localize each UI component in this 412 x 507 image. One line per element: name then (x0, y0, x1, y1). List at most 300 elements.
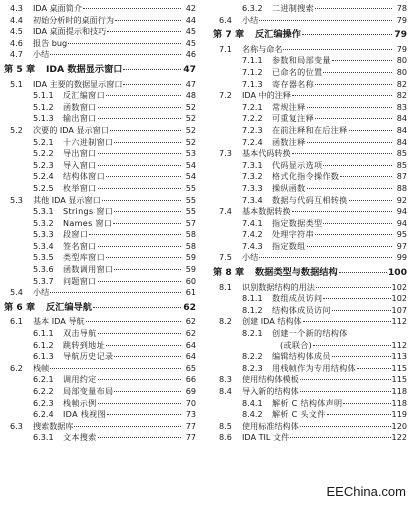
toc-entry (4, 328, 196, 340)
toc-entry-title: 小结 (242, 14, 259, 25)
toc-entry-number: 7.1.3 (242, 78, 263, 89)
toc-entry-page: 115 (391, 362, 407, 373)
leader-dots (86, 321, 181, 322)
toc-entry-number: 8.5 (219, 420, 232, 431)
toc-entry-title: 结构体成员访问 (272, 304, 331, 315)
toc-entry-page: 62 (185, 316, 196, 327)
toc-entry (4, 316, 196, 328)
toc-entry-title: IDA TIL 文件 (242, 432, 290, 443)
toc-entry (4, 90, 196, 102)
toc-entry-number: 7.2.1 (242, 101, 263, 112)
leader-dots (110, 130, 181, 131)
toc-entry-title: 双击导航 (63, 328, 97, 339)
toc-entry (4, 374, 196, 386)
toc-right-column (213, 3, 407, 444)
toc-entry (4, 421, 196, 433)
leader-dots (332, 356, 391, 357)
toc-entry-number: 7.4.3 (242, 240, 263, 251)
leader-dots (259, 20, 392, 21)
leader-dots (300, 391, 391, 392)
leader-dots (292, 95, 392, 96)
toc-entry-page: 85 (396, 159, 407, 170)
toc-entry-number: 5.1.2 (33, 101, 54, 112)
leader-dots (292, 211, 392, 212)
leader-dots (303, 321, 391, 322)
toc-entry-number: 6.2.3 (33, 397, 54, 408)
toc-entry-title: 输出窗口 (63, 113, 97, 124)
toc-entry-page: 52 (185, 113, 196, 124)
toc-entry (4, 276, 196, 288)
toc-entry-title: 数据与代码互相转换 (272, 194, 348, 205)
toc-entry (4, 409, 196, 421)
toc-entry-page: 42 (185, 3, 196, 13)
toc-entry-title: 类型库窗口 (63, 252, 105, 263)
toc-entry-number: 7.4.2 (242, 229, 263, 240)
toc-entry-page: 52 (185, 101, 196, 112)
toc-entry-page: 79 (396, 43, 407, 54)
toc-entry-number: 6.1 (10, 316, 23, 327)
toc-entry-page: 107 (391, 304, 407, 315)
watermark: EEChina.com (326, 484, 406, 499)
toc-entry-number: 7.3.2 (242, 171, 263, 182)
toc-entry-page: 57 (185, 217, 196, 228)
toc-entry (213, 55, 407, 67)
toc-entry-number: 7.3.1 (242, 159, 263, 170)
toc-entry-number: 5.2 (10, 124, 23, 135)
leader-dots (102, 200, 181, 201)
toc-entry-title: 解析 C 结构体声明 (272, 397, 343, 408)
toc-entry-number: 7.4 (219, 206, 232, 217)
toc-entry-number: 5.1 (10, 78, 23, 89)
toc-entry-page: 45 (185, 37, 196, 48)
toc-entry-page: 88 (396, 182, 407, 193)
toc-entry-title: 函数窗口 (63, 101, 97, 112)
leader-dots (107, 31, 181, 32)
toc-entry (213, 160, 407, 172)
toc-entry-page: 70 (185, 397, 196, 408)
toc-entry-page: 83 (396, 101, 407, 112)
leader-dots (114, 142, 181, 143)
toc-entry-number: 5.3 (10, 194, 23, 205)
toc-entry-number: 第 6 章 (4, 301, 36, 313)
toc-entry-page: 45 (185, 26, 196, 37)
toc-entry (4, 26, 196, 38)
toc-entry-title: 跳转到地址 (63, 339, 105, 350)
toc-entry-page: 112 (391, 339, 407, 350)
toc-entry-page: 55 (185, 182, 196, 193)
toc-entry (213, 15, 407, 27)
toc-entry-page: 80 (396, 66, 407, 77)
leader-dots (98, 437, 181, 438)
toc-entry-page: 87 (396, 171, 407, 182)
toc-entry-page: 112 (391, 316, 407, 327)
toc-entry-number: 6.1.1 (33, 328, 54, 339)
toc-entry-title: 使用结构体模板 (242, 374, 299, 385)
leader-dots (315, 84, 392, 85)
toc-entry (213, 305, 407, 317)
toc-entry-title: 创建 IDA 结构体 (242, 316, 302, 327)
toc-entry-number: 4.7 (10, 49, 23, 60)
toc-entry-page: 78 (396, 3, 407, 13)
toc-chapter-entry (4, 302, 196, 314)
toc-entry (213, 171, 407, 183)
toc-entry-title: IDA 主要的数据显示窗口 (33, 78, 123, 89)
toc-entry-title: 参数和局部变量 (272, 55, 331, 66)
toc-entry-number: 6.1.2 (33, 339, 54, 350)
leader-dots (307, 246, 392, 247)
toc-entry-number: 5.2.3 (33, 159, 54, 170)
toc-entry (213, 282, 407, 294)
toc-entry-title: 次要的 IDA 显示窗口 (33, 124, 109, 135)
toc-entry-title: 局部变量布局 (63, 386, 114, 396)
toc-entry-title: IDA 桌面简介 (33, 3, 82, 13)
toc-entry-number: 5.4 (10, 287, 23, 298)
toc-entry-page: 66 (185, 374, 196, 385)
leader-dots (106, 345, 181, 346)
leader-dots (123, 69, 181, 70)
toc-entry-title: IDA 数据显示窗口 (46, 63, 123, 75)
toc-entry (213, 90, 407, 102)
toc-entry (4, 38, 196, 50)
toc-entry-number: 7.1.1 (242, 55, 263, 66)
leader-dots (315, 234, 392, 235)
toc-entry-title: 名称与命名 (242, 43, 283, 54)
leader-dots (323, 165, 392, 166)
toc-entry (4, 102, 196, 114)
leader-dots (98, 333, 181, 334)
toc-entry-page: 77 (185, 420, 196, 431)
leader-dots (68, 43, 181, 44)
toc-entry-number: 7.2.4 (242, 136, 263, 147)
leader-dots (343, 403, 390, 404)
toc-entry-title: 导入窗口 (63, 159, 97, 170)
toc-entry-page: 73 (185, 409, 196, 420)
toc-entry (213, 241, 407, 253)
toc-entry-page: 52 (185, 136, 196, 147)
toc-entry-number: 5.2.2 (33, 148, 54, 159)
toc-entry-page: 54 (185, 171, 196, 182)
toc-entry-title: 十六进制窗口 (63, 136, 114, 147)
leader-dots (316, 287, 391, 288)
leader-dots (332, 310, 391, 311)
toc-entry-number: 6.2.4 (33, 409, 54, 420)
toc-entry (213, 374, 407, 386)
toc-entry (213, 409, 407, 421)
toc-chapter-entry (4, 64, 196, 76)
leader-dots (349, 200, 392, 201)
toc-entry-number: 5.2.5 (33, 182, 54, 193)
toc-entry-page: 61 (185, 287, 196, 298)
toc-entry (213, 183, 407, 195)
toc-entry (213, 3, 407, 15)
toc-entry (4, 398, 196, 410)
toc-entry-number: 6.4 (219, 14, 232, 25)
leader-dots (323, 72, 392, 73)
toc-entry (213, 218, 407, 230)
toc-entry-page: 60 (185, 275, 196, 286)
leader-dots (300, 379, 391, 380)
toc-entry-number: 6.2 (10, 362, 23, 373)
toc-entry-page: 82 (396, 78, 407, 89)
toc-entry-title: IDA 栈视图 (63, 409, 106, 420)
toc-entry-title: 函数注释 (272, 136, 306, 147)
toc-entry-title: 指定数组 (272, 240, 306, 251)
toc-entry-title: 初始分析时的桌面行为 (33, 14, 114, 25)
leader-dots (307, 107, 392, 108)
toc-entry-title: 解析 C 头文件 (272, 409, 326, 420)
leader-dots (98, 118, 181, 119)
leader-dots (313, 345, 390, 346)
toc-entry-title: 问题窗口 (63, 275, 97, 286)
toc-entry-page: 59 (185, 264, 196, 275)
toc-entry-title: 使用标准结构体 (242, 420, 299, 431)
toc-entry (4, 351, 196, 363)
toc-entry-page: 84 (396, 124, 407, 135)
toc-entry (213, 293, 407, 305)
toc-entry-number: 6.1.3 (33, 351, 54, 362)
toc-entry-title: 其他 IDA 显示窗口 (33, 194, 101, 205)
toc-entry (4, 432, 196, 444)
toc-entry-number: 8.4.1 (242, 397, 263, 408)
leader-dots (300, 426, 391, 427)
toc-entry-number: 8.4.2 (242, 409, 263, 420)
toc-entry (4, 3, 196, 15)
toc-entry (4, 137, 196, 149)
toc-chapter-entry (213, 29, 407, 41)
toc-entry-number: 6.2.1 (33, 374, 54, 385)
leader-dots (292, 153, 392, 154)
toc-entry-page: 69 (185, 386, 196, 396)
toc-entry (213, 67, 407, 79)
toc-entry-title: 处理字符串 (272, 229, 314, 240)
toc-entry (213, 206, 407, 218)
toc-entry (213, 125, 407, 137)
toc-entry-title: IDA 桌面提示和技巧 (33, 26, 107, 37)
toc-entry-number: 5.1.1 (33, 90, 54, 101)
toc-entry (213, 398, 407, 410)
toc-entry-title: 结构体窗口 (63, 171, 105, 182)
toc-entry-title: 可重复注释 (272, 113, 314, 124)
toc-entry-title: 二进制搜索 (272, 3, 314, 13)
toc-entry-number: 6.3.2 (242, 3, 263, 13)
leader-dots (93, 307, 181, 308)
toc-left-column (4, 3, 196, 444)
leader-dots (98, 107, 181, 108)
toc-entry-number: 7.2.3 (242, 124, 263, 135)
toc-entry-page: 82 (396, 90, 407, 101)
toc-entry-number: 7.3 (219, 148, 232, 159)
toc-entry (4, 340, 196, 352)
toc-entry-title: 操纵函数 (272, 182, 306, 193)
toc-entry-page: 119 (391, 409, 407, 420)
toc-entry-title: 数据类型与数据结构 (255, 267, 338, 279)
leader-dots (290, 437, 390, 438)
toc-entry-title: 函数调用窗口 (63, 264, 114, 275)
toc-entry-title: Names 窗口 (63, 217, 113, 228)
toc-entry-page: 84 (396, 136, 407, 147)
toc-entry-page: 58 (185, 240, 196, 251)
toc-entry (213, 340, 407, 352)
toc-entry-title: 小结 (242, 252, 259, 263)
toc-entry (213, 363, 407, 375)
toc-entry-number: 5.3.2 (33, 217, 54, 228)
leader-dots (327, 414, 391, 415)
toc-entry-number: 第 7 章 (213, 29, 245, 41)
toc-entry-page: 59 (185, 252, 196, 263)
toc-entry-number: 8.2 (219, 316, 232, 327)
toc-entry-page: 97 (396, 240, 407, 251)
toc-entry (213, 137, 407, 149)
toc-entry-title: 反汇编导航 (46, 301, 92, 313)
toc-entry-title: 反汇编操作 (255, 29, 301, 41)
toc-entry-number: 5.3.7 (33, 275, 54, 286)
toc-entry-page: 55 (185, 206, 196, 217)
toc-entry-page: 55 (185, 194, 196, 205)
toc-entry-number: 5.3.1 (33, 206, 54, 217)
leader-dots (307, 188, 392, 189)
leader-dots (98, 403, 181, 404)
toc-entry-title: 编辑结构体成员 (272, 351, 331, 362)
toc-entry (4, 386, 196, 398)
leader-dots (50, 368, 181, 369)
toc-entry (213, 316, 407, 328)
leader-dots (113, 223, 181, 224)
toc-entry-number: 8.3 (219, 374, 232, 385)
toc-entry-title: Strings 窗口 (63, 206, 114, 217)
toc-entry-page: 64 (185, 351, 196, 362)
toc-entry (4, 171, 196, 183)
toc-entry-page: 79 (396, 14, 407, 25)
toc-entry-title: IDA 中的注释 (242, 90, 291, 101)
toc-entry (4, 206, 196, 218)
toc-entry (4, 287, 196, 299)
toc-entry-page: 65 (185, 362, 196, 373)
toc-entry-page: 47 (185, 78, 196, 89)
leader-dots (323, 223, 392, 224)
toc-entry (213, 113, 407, 125)
toc-entry-title: (或联合) (280, 339, 313, 350)
leader-dots (357, 368, 391, 369)
toc-entry (4, 241, 196, 253)
toc-entry-title: 报告 bug (33, 37, 68, 48)
toc-entry (4, 148, 196, 160)
toc-entry-number: 8.1.1 (242, 293, 263, 304)
toc-entry (213, 79, 407, 91)
toc-entry-page: 47 (183, 63, 196, 75)
toc-entry-number: 5.2.1 (33, 136, 54, 147)
toc-entry-page: 79 (394, 29, 407, 41)
toc-entry-title: 创建一个新的结构体 (272, 328, 348, 339)
leader-dots (106, 95, 181, 96)
toc-entry-number: 8.6 (219, 432, 232, 443)
toc-entry-title: 导出窗口 (63, 148, 97, 159)
toc-entry (4, 229, 196, 241)
leader-dots (98, 246, 181, 247)
leader-dots (114, 269, 181, 270)
toc-entry-number: 6.3.1 (33, 432, 54, 443)
toc-entry (4, 15, 196, 27)
toc-entry-page: 77 (185, 432, 196, 443)
toc-entry (4, 125, 196, 137)
leader-dots (323, 298, 390, 299)
toc-entry-title: 小结 (33, 287, 50, 298)
toc-entry (4, 218, 196, 230)
toc-entry-title: 枚举窗口 (63, 182, 97, 193)
leader-dots (106, 176, 181, 177)
toc-entry-page: 118 (391, 397, 407, 408)
leader-dots (107, 414, 181, 415)
toc-entry-number: 5.1.3 (33, 113, 54, 124)
leader-dots (50, 54, 181, 55)
leader-dots (115, 20, 181, 21)
toc-entry (213, 229, 407, 241)
leader-dots (114, 211, 181, 212)
toc-entry (213, 44, 407, 56)
toc-entry-number: 5.3.5 (33, 252, 54, 263)
toc-entry-page: 46 (185, 49, 196, 60)
leader-dots (315, 118, 392, 119)
toc-entry-title: 数组成员访问 (272, 293, 323, 304)
leader-dots (106, 257, 181, 258)
leader-dots (98, 165, 181, 166)
leader-dots (123, 84, 181, 85)
toc-entry-number: 7.3.4 (242, 194, 263, 205)
toc-entry-number: 7.5 (219, 252, 232, 263)
toc-entry-title: 在前注释和在后注释 (272, 124, 348, 135)
toc-entry-title: 已命名的位置 (272, 66, 323, 77)
toc-entry-page: 92 (396, 194, 407, 205)
leader-dots (340, 176, 392, 177)
toc-entry-number: 5.3.3 (33, 229, 54, 240)
toc-entry-title: 基本 IDA 导航 (33, 316, 85, 327)
leader-dots (98, 153, 181, 154)
toc-entry-page: 52 (185, 124, 196, 135)
toc-entry-page: 102 (391, 293, 407, 304)
toc-entry-number: 第 8 章 (213, 267, 245, 279)
leader-dots (50, 292, 181, 293)
toc-entry (213, 102, 407, 114)
toc-entry (213, 421, 407, 433)
toc-entry-number: 7.2.2 (242, 113, 263, 124)
toc-entry-page: 84 (396, 113, 407, 124)
toc-entry-title: 反汇编窗口 (63, 90, 105, 101)
toc-entry (4, 252, 196, 264)
toc-entry-number: 4.4 (10, 14, 23, 25)
toc-entry (4, 160, 196, 172)
toc-entry-number: 7.2 (219, 90, 232, 101)
toc-entry-page: 113 (391, 351, 407, 362)
toc-entry-page: 64 (185, 339, 196, 350)
leader-dots (74, 426, 181, 427)
toc-entry (4, 183, 196, 195)
toc-entry (4, 113, 196, 125)
toc-entry-title: 栈帧 (33, 362, 50, 373)
toc-entry-page: 99 (396, 252, 407, 263)
toc-entry (213, 148, 407, 160)
toc-entry-number: 第 5 章 (4, 63, 36, 75)
toc-entry-title: 搜索数据库 (33, 420, 74, 431)
toc-chapter-entry (213, 267, 407, 279)
toc-entry-page: 115 (391, 374, 407, 385)
toc-entry-title: 用栈帧作为专用结构体 (272, 362, 356, 373)
toc-entry-title: 导航历史记录 (63, 351, 114, 362)
toc-entry-page: 100 (387, 267, 407, 279)
leader-dots (98, 188, 181, 189)
toc-entry-number: 4.5 (10, 26, 23, 37)
toc-entry-number: 4.3 (10, 3, 23, 13)
toc-entry-title: 指定数据类型 (272, 217, 323, 228)
toc-entry-number: 8.1.2 (242, 304, 263, 315)
